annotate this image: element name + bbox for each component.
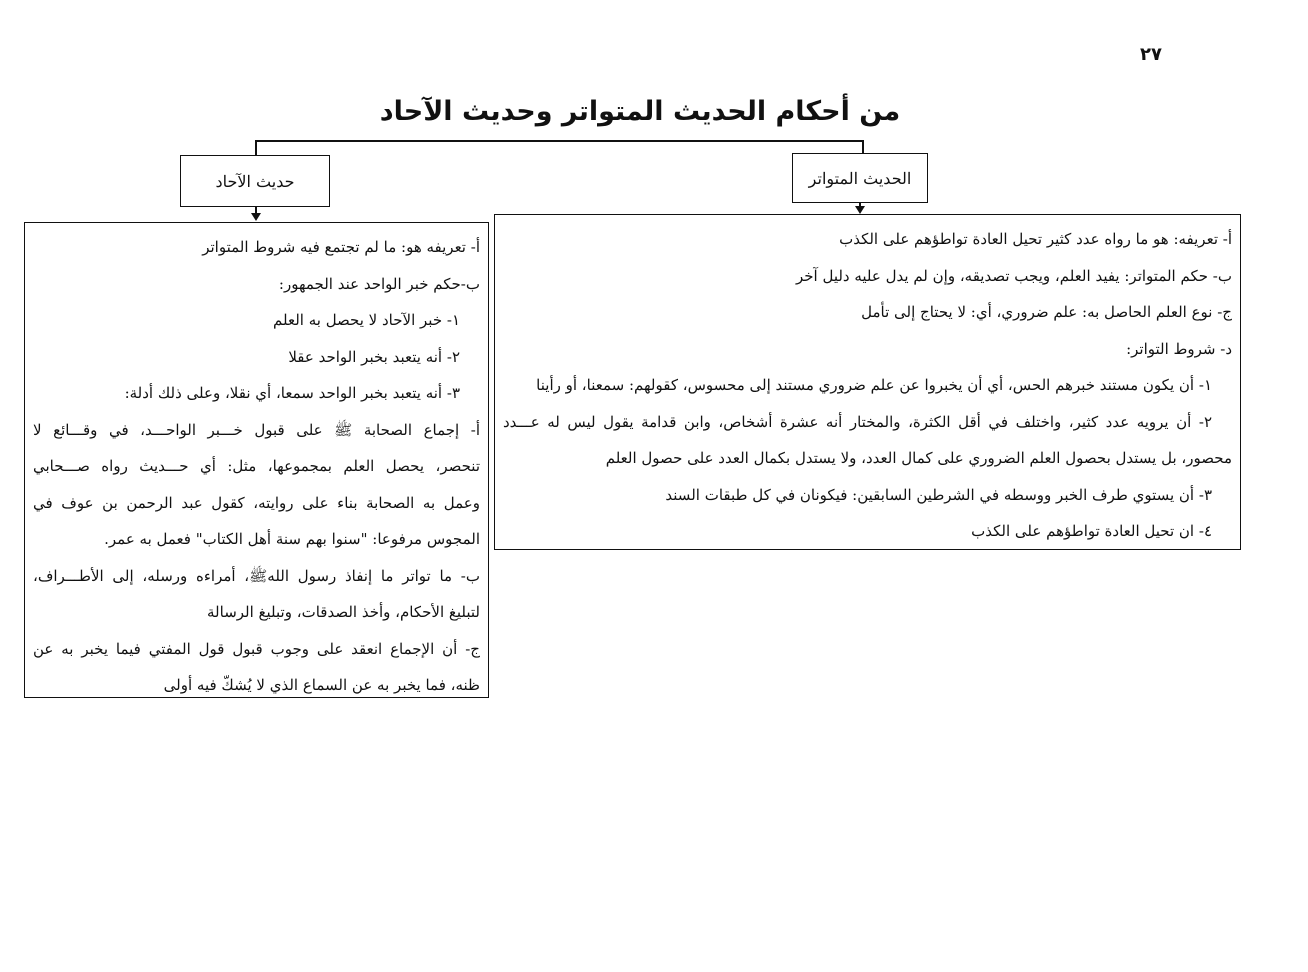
ahad-proof-a-cont-1: تنحصر، يحصل العلم بمجموعها، مثل: أي حـــديث رواه صـــحابي (33, 457, 480, 475)
ahad-ruling-3: ٣- أنه يتعبد بخبر الواحد سمعا، أي نقلا، وعلى ذلك أدلة: (124, 384, 460, 402)
connector-top-horizontal (255, 140, 863, 142)
mutawatir-condition-4: ٤- ان تحيل العادة تواطؤهم على الكذب (971, 522, 1212, 540)
ahad-down-arrow-icon (251, 213, 261, 221)
mutawatir-condition-2: ٢- أن يرويه عدد كثير، واختلف في أقل الكثرة، والمختار أنه عشرة أشخاص، وابن قدامة يقول ليس له عـــدد (503, 412, 1212, 431)
ahad-proof-a-cont-3: المجوس مرفوعا: "سنوا بهم سنة أهل الكتاب" فعمل به عمر. (104, 530, 480, 548)
ahad-definition: أ- تعريفه هو: ما لم تجتمع فيه شروط المتواتر (202, 238, 480, 256)
connector-right-vertical (862, 140, 864, 154)
ahad-proof-b-cont: لتبليغ الأحكام، وأخذ الصدقات، وتبليغ الرسالة (207, 603, 480, 621)
mutawatir-ruling: ب- حكم المتواتر: يفيد العلم، ويجب تصديقه، وإن لم يدل عليه دليل آخر (795, 266, 1232, 285)
mutawatir-conditions-heading: د- شروط التواتر: (1126, 339, 1232, 358)
ahad-header-box (180, 155, 330, 207)
mutawatir-panel (494, 214, 1241, 550)
ahad-proof-a: أ- إجماع الصحابة ﷺ على قبول خـــبر الواحـــد، في وقـــائع لا (33, 420, 480, 439)
page-title: من أحكام الحديث المتواتر وحديث الآحاد (379, 96, 901, 127)
ahad-proof-b: ب- ما تواتر ما إنفاذ رسول اللهﷺ، أمراءه ورسله، إلى الأطـــراف، (33, 566, 480, 585)
mutawatir-header-box (792, 153, 928, 203)
page-number: ٢٧ (1140, 44, 1162, 65)
connector-left-vertical (255, 140, 257, 156)
mutawatir-condition-3: ٣- أن يستوي طرف الخبر ووسطه في الشرطين السابقين: فيكونان في كل طبقات السند (665, 485, 1212, 504)
ahad-ruling-heading: ب-حكم خبر الواحد عند الجمهور: (278, 274, 480, 293)
mutawatir-condition-1: ١- أن يكون مستند خبرهم الحس، أي أن يخبروا عن علم ضروري مستند إلى محسوس، كقولهم: سمعنا، أو رأينا (536, 376, 1212, 394)
mutawatir-header-label: الحديث المتواتر (808, 168, 912, 188)
ahad-proof-c: ج- أن الإجماع انعقد على وجوب قبول قول المفتي فيما يخبر به عن (33, 639, 480, 658)
ahad-proof-c-cont: ظنه، فما يخبر به عن السماع الذي لا يُشكّ فيه أولى (163, 676, 480, 694)
mutawatir-condition-2-cont: محصور، بل يستدل بحصول العلم الضروري على كمال العدد، ولا يستدل بكمال العدد على حصول العلم (605, 449, 1232, 467)
ahad-header-label: حديث الآحاد (215, 171, 295, 191)
ahad-ruling-1: ١- خبر الآحاد لا يحصل به العلم (273, 311, 460, 329)
ahad-proof-a-cont-2: وعمل به الصحابة بناء على روايته، كقول عبد الرحمن بن عوف في (33, 493, 480, 512)
mutawatir-down-arrow-icon (855, 206, 865, 214)
ahad-ruling-2: ٢- أنه يتعبد بخبر الواحد عقلا (288, 347, 460, 366)
mutawatir-knowledge-type: ج- نوع العلم الحاصل به: علم ضروري، أي: لا يحتاج إلى تأمل (861, 303, 1232, 321)
mutawatir-definition: أ- تعريفه: هو ما رواه عدد كثير تحيل العادة تواطؤهم على الكذب (839, 230, 1232, 248)
ahad-panel (24, 222, 489, 698)
